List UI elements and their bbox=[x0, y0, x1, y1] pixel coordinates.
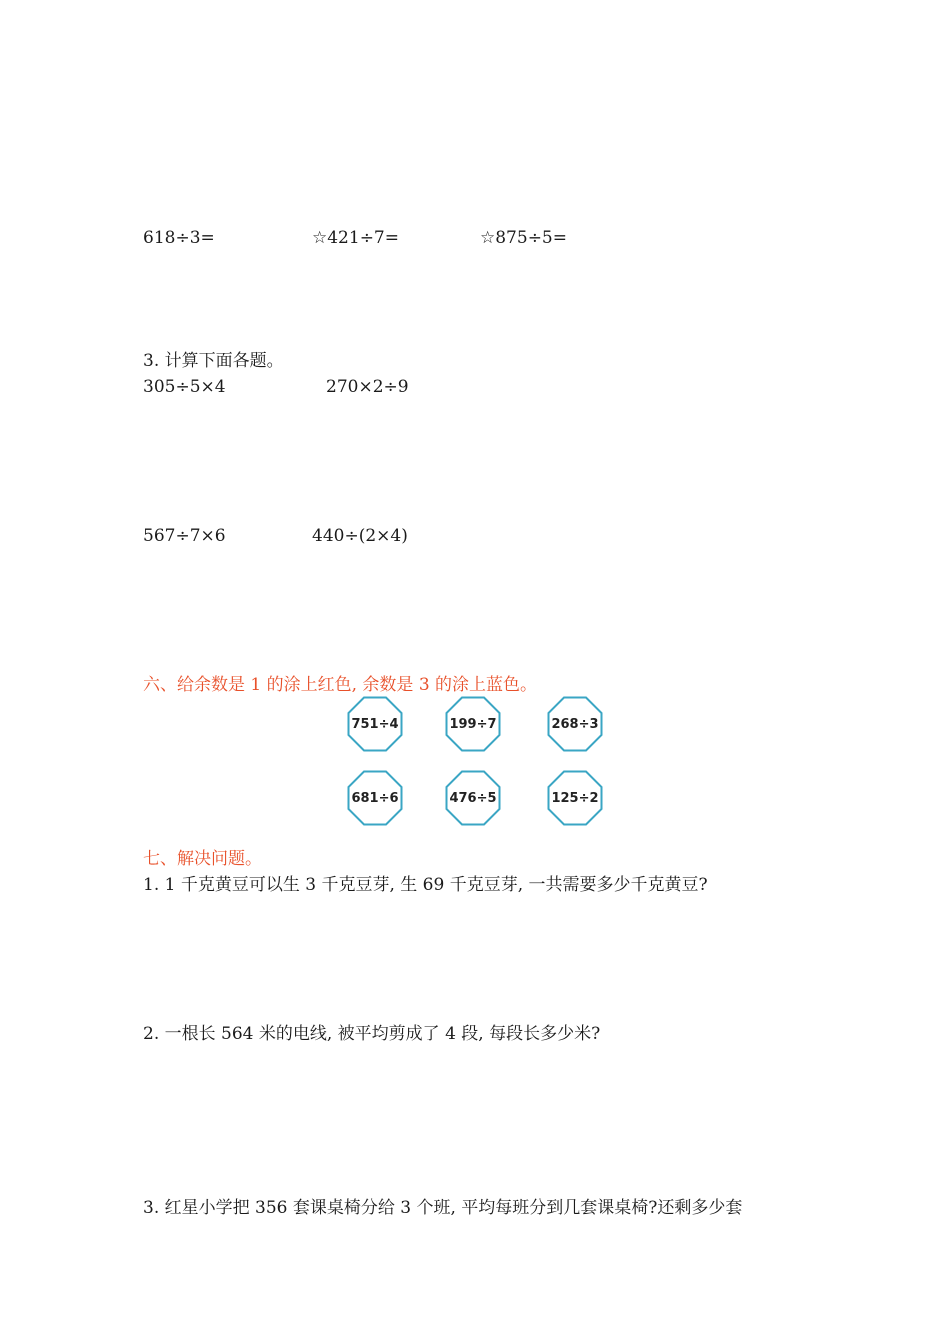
word-problem: 3. 红星小学把 356 套课桌椅分给 3 个班, 平均每班分到几套课桌椅?还剩多少套 bbox=[143, 1198, 743, 1218]
octagon-label: 268÷3 bbox=[551, 716, 599, 732]
word-problem: 2. 一根长 564 米的电线, 被平均剪成了 4 段, 每段长多少米? bbox=[143, 1024, 601, 1044]
octagon-card[interactable] bbox=[547, 696, 603, 752]
calc-problem: 567÷7×6 bbox=[143, 526, 226, 546]
octagon-card[interactable] bbox=[547, 770, 603, 826]
question-3-heading: 3. 计算下面各题。 bbox=[143, 351, 284, 371]
word-problem: 1. 1 千克黄豆可以生 3 千克豆芽, 生 69 千克豆芽, 一共需要多少千克黄豆? bbox=[143, 875, 708, 895]
octagon-label: 199÷7 bbox=[449, 716, 497, 732]
octagon-card[interactable] bbox=[445, 770, 501, 826]
calc-problem: 618÷3= bbox=[143, 228, 215, 248]
calc-problem: ☆875÷5= bbox=[480, 228, 567, 248]
octagon-card[interactable] bbox=[445, 696, 501, 752]
octagon-card[interactable] bbox=[347, 770, 403, 826]
section-6-heading: 六、给余数是 1 的涂上红色, 余数是 3 的涂上蓝色。 bbox=[143, 675, 538, 695]
octagon-label: 751÷4 bbox=[351, 716, 399, 732]
calc-problem: 270×2÷9 bbox=[326, 377, 409, 397]
calc-problem: 305÷5×4 bbox=[143, 377, 226, 397]
calc-problem: ☆421÷7= bbox=[312, 228, 399, 248]
octagon-card[interactable] bbox=[347, 696, 403, 752]
octagon-label: 476÷5 bbox=[449, 790, 497, 806]
octagon-label: 681÷6 bbox=[351, 790, 399, 806]
calc-problem: 440÷(2×4) bbox=[312, 526, 408, 546]
octagon-label: 125÷2 bbox=[551, 790, 599, 806]
section-7-heading: 七、解决问题。 bbox=[143, 849, 262, 869]
